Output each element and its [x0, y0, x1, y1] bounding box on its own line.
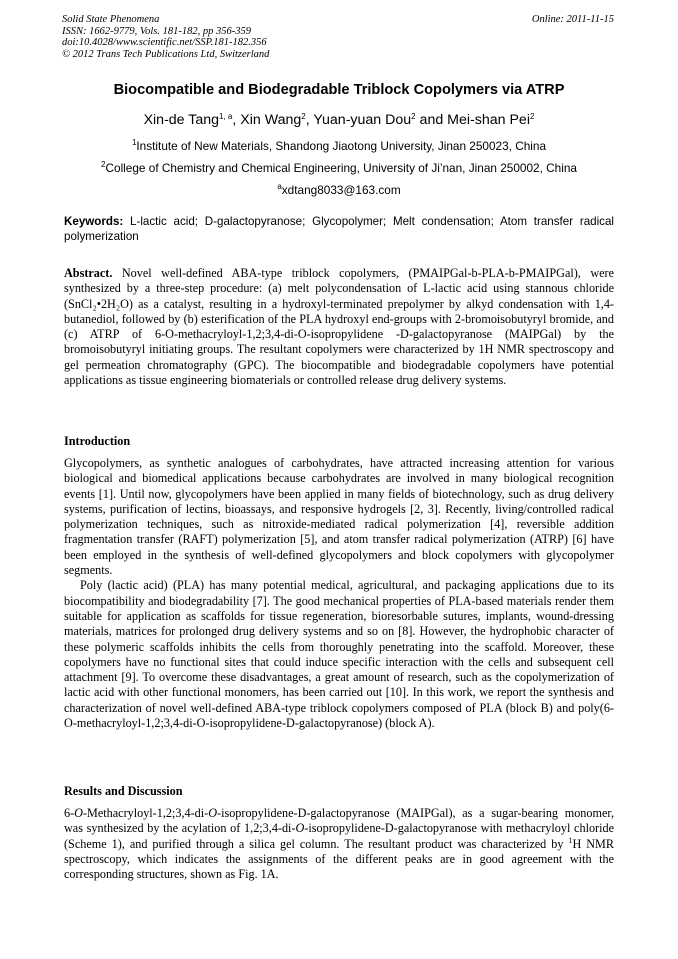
- keywords: [64, 215, 614, 244]
- journal-header: [62, 14, 269, 60]
- text-run: -isopropylidene-D-galactopyranose with methacryloyl chloride (Scheme 1), and purified through a silica gel column. The resultant product was characterized by: [64, 821, 614, 851]
- affiliation-text: College of Chemistry and Chemical Engineering, University of Ji’nan, Jinan 250002, China: [105, 161, 577, 175]
- section-heading-results: Results and Discussion: [64, 784, 183, 798]
- author-name: Mei-shan Pei: [447, 112, 530, 128]
- author-name: Xin-de Tang: [143, 112, 220, 128]
- author-separator: and: [415, 112, 448, 128]
- affiliation-text: Institute of New Materials, Shandong Jiaotong University, Jinan 250023, China: [136, 139, 547, 153]
- doi-line: doi:10.4028/www.scientific.net/SSP.181-182.356: [62, 37, 267, 49]
- abstract: [64, 266, 614, 388]
- introduction-body: [64, 456, 614, 731]
- author-affiliation-mark: 2: [411, 112, 416, 121]
- author-affiliation-mark: 2: [529, 112, 535, 121]
- italic-run: O: [295, 821, 305, 836]
- paragraph: Glycopolymers, as synthetic analogues of carbohydrates, have attracted increasing attention for various biological and biomedical applications because carbohydrates are involved in many biological recognition events [1]. Until now, glycopolymers have been applied in many fields of biotechnology, such as drug delivery systems, purification of lectins, bioassays, and responsive hydrogels [2, 3]. Recently, living/controlled radical polymerization techniques, such as nitroxide-mediated radical polymerization [4], reversible addition fragmentation transfer (RAFT) polymerization [5], and atom transfer radical polymerization (ATRP) [6] have been employed in the synthesis of well-defined glycopolymers and block copolymers with glycopolymer segments.: [64, 456, 614, 578]
- results-paragraph: [64, 806, 614, 882]
- paragraph: Poly (lactic acid) (PLA) has many potential medical, agricultural, and packaging applications due to its biocompatibility and biodegradability [7]. The good mechanical properties of PLA-based materials render them suitable for application as scaffolds for tissue regeneration, bioresorbable sutures, implants, wound-dressing materials, matrices for prolonged drug delivery systems and so on [8]. However, the hydrophobic character of these polymeric scaffolds inhibits the cells from thoroughly penetrating into the scaffold. Moreover, these copolymers have no functional sites that could induce specific interaction with the cells and subsequent cell attachment [9]. To overcome these disadvantages, a great amount of research, such as the copolymerization of lactic acid with other functional monomers, has been carried out [10]. In this work, we report the synthesis and characterization of novel well-defined ABA-type triblock copolymers composed of PLA (block B) and poly(6-O-methacryloyl-1,2;3,4-di-O-isopropylidene-D-galactopyranose) (block A).: [64, 578, 614, 731]
- issn-line: ISSN: 1662-9779, Vols. 181-182, pp 356-359: [62, 25, 251, 37]
- keywords-text: L-lactic acid; D-galactopyranose; Glycopolymer; Melt condensation; Atom transfer radical polymerization: [64, 215, 614, 243]
- author-name: Yuan-yuan Dou: [313, 112, 412, 128]
- author-separator: ,: [305, 112, 314, 128]
- author-separator: ,: [232, 112, 241, 128]
- abstract-text: Novel well-defined ABA-type triblock copolymers, (PMAIPGal-b-PLA-b-PMAIPGal), were synthesized by a three-step procedure: (a) melt polycondensation of L-lactic acid using stannous chloride (SnCl₂•2H₂O) as a catalyst, resulting in a hydroxyl-terminated prepolymer by alkyd condensation with 1,4-butanediol, followed by (b) esterification of the PLA hydroxyl end-groups with 2-bromoisobutyryl bromide, and (c) ATRP of 6-O-methacryloyl-1,2;3,4-di-O-isopropylidene -D-galactopyranose (MAIPGal) by the bromoisobutyryl initiating groups. The resultant copolymers were characterized by 1H NMR spectroscopy and gel permeation chromatography (GPC). The biocompatible and biodegradable copolymers have potential applications as tissue engineering biomaterials or controlled release drug delivery systems.: [64, 266, 614, 388]
- text-run: -Methacryloyl-1,2;3,4-di-: [82, 806, 209, 820]
- email-address: xdtang8033@163.com: [281, 183, 401, 197]
- keywords-label: Keywords:: [64, 215, 124, 228]
- affiliation-2: [40, 161, 638, 175]
- author-name: Xin Wang: [240, 112, 302, 128]
- email-mark: a: [277, 182, 282, 191]
- section-heading-introduction: Introduction: [64, 434, 131, 448]
- affiliation-mark: 1: [131, 138, 137, 147]
- journal-name: Solid State Phenomena: [62, 14, 160, 25]
- italic-run: O: [208, 806, 218, 820]
- text-run: H NMR spectroscopy, which indicates the assignments of the different peaks are in good agreement with the corresponding structures, shown as Fig. 1A.: [64, 836, 614, 882]
- paper-title: Biocompatible and Biodegradable Triblock Copolymers via ATRP: [113, 82, 565, 98]
- corresponding-email: [40, 183, 638, 197]
- text-run: -isopropylidene-D-galactopyranose (MAIPGal), as a sugar-bearing monomer, was synthesized by the acylation of 1,2;3,4-di-: [64, 806, 614, 836]
- author-list: [40, 112, 638, 128]
- affiliation-1: [40, 139, 638, 153]
- italic-run: O: [74, 806, 83, 820]
- copyright-line: © 2012 Trans Tech Publications Ltd, Switzerland: [62, 48, 270, 60]
- affiliation-mark: 2: [101, 160, 106, 169]
- author-affiliation-mark: 1, a: [219, 112, 233, 121]
- author-affiliation-mark: 2: [301, 112, 306, 121]
- abstract-label: Abstract.: [64, 266, 113, 280]
- superscript-run: 1: [568, 835, 573, 845]
- text-run: 6-: [64, 806, 75, 820]
- online-date: Online: 2011-11-15: [531, 14, 614, 25]
